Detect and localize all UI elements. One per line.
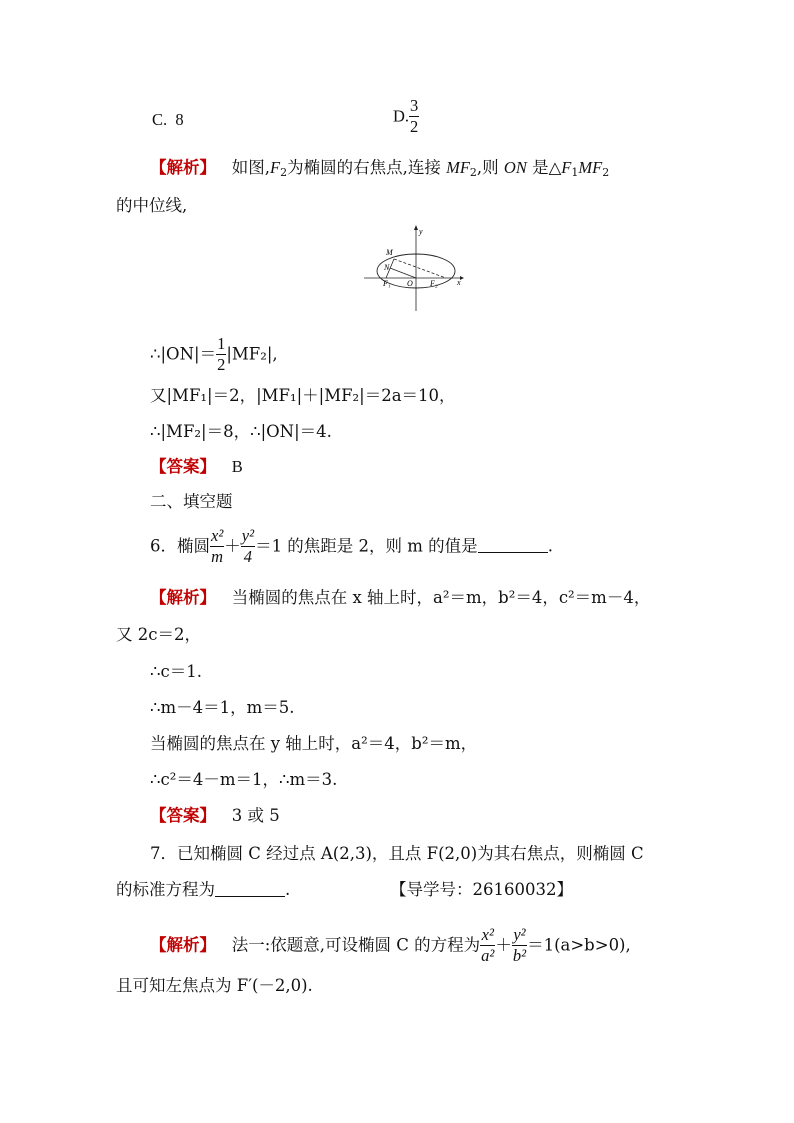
option-d-letter: D.: [393, 106, 410, 126]
analysis-tag: 【解析】: [150, 158, 216, 177]
q6-fraction-y: $\frac{\text{y²}}{4}$: [241, 526, 255, 566]
label-o: O: [407, 279, 413, 288]
analysis-5-line2: 的中位线,: [116, 196, 188, 215]
label-f1: F₁: [383, 279, 391, 288]
answer-6-value: 3 或 5: [231, 806, 280, 825]
question-7-line1: 7．已知椭圆 C 经过点 A(2,3)，且点 F(2,0)为其右焦点，则椭圆 C: [150, 844, 644, 863]
label-x: x: [457, 278, 461, 287]
option-c-letter: C.: [152, 110, 168, 129]
analysis-6-line4: ∴m－4＝1，m＝5.: [150, 698, 295, 717]
label-f2: F₂: [430, 279, 438, 288]
question-6: 6．椭圆 $\frac{\text{x²}}{m}$ ＋ $\frac{\text{y²}}{4}$ ＝1 的焦距是 2，则 m 的值是 .: [150, 526, 553, 566]
analysis-tag: 【解析】: [150, 935, 216, 955]
step-1: ∴|ON|＝ $\frac{1}{2}$ |MF₂|,: [150, 334, 278, 374]
answer-5: [150, 457, 243, 477]
label-m: M: [386, 248, 393, 257]
step-3: ∴|MF₂|＝8，∴|ON|＝4.: [150, 422, 332, 441]
a7-fraction-x: $\frac{\text{x²}}{\text{a²}}$: [481, 925, 495, 965]
answer-6: [150, 806, 280, 826]
analysis-7-line1: 【解析】 法一:依题意,可设椭圆 C 的方程为 $\frac{\text{x²}}{\text{a²}}$ ＋ $\frac{\text{y²}}{\text{b²}}$ ＝1(a>b>0),: [150, 925, 631, 965]
answer-blank-6: [478, 538, 548, 553]
question-7-line2: 的标准方程为 .: [116, 880, 291, 899]
segment-mf2: [394, 259, 446, 278]
analysis-6-line1: 【解析】 当椭圆的焦点在 x 轴上时，a²＝m，b²＝4，c²＝m－4，: [150, 588, 651, 607]
label-n: N: [384, 263, 390, 272]
q6-fraction-x: $\frac{\text{x²}}{m}$: [211, 526, 224, 566]
analysis-6-line3: ∴c＝1.: [150, 662, 202, 681]
answer-5-value: B: [231, 457, 243, 476]
section-title: 二、填空题: [150, 492, 233, 511]
option-c-value: 8: [175, 110, 184, 129]
analysis-7-line2: 且可知左焦点为 F′(－2,0).: [116, 976, 313, 995]
option-d: [393, 98, 419, 135]
analysis-5-line1: 【解析】 如图$,F_2$为椭圆的右焦点,连接 $MF_2$,则 ON 是$\triangle F_1MF_2$: [150, 158, 610, 179]
reference-number: 【导学号：26160032】: [390, 880, 573, 899]
segment-on: [390, 268, 416, 278]
answer-blank-7: [215, 882, 285, 897]
answer-tag: 【答案】: [150, 806, 216, 825]
step-2: 又|MF₁|＝2，|MF₁|＋|MF₂|＝2a＝10，: [150, 386, 456, 405]
analysis-6-line6: ∴c²＝4－m＝1，∴m＝3.: [150, 770, 338, 789]
option-c: [152, 110, 184, 130]
ellipse-figure: [364, 225, 464, 315]
answer-tag: 【答案】: [150, 457, 216, 476]
option-d-fraction: $\frac{3}{2}$: [410, 96, 419, 136]
step-1-fraction: $\frac{1}{2}$: [217, 334, 226, 374]
label-y: y: [419, 227, 423, 236]
analysis-tag: 【解析】: [150, 588, 216, 607]
a7-fraction-y: $\frac{\text{y²}}{\text{b²}}$: [512, 925, 527, 965]
analysis-6-line2: 又 2c＝2，: [116, 625, 201, 644]
analysis-6-line5: 当椭圆的焦点在 y 轴上时，a²＝4，b²＝m，: [150, 734, 478, 753]
